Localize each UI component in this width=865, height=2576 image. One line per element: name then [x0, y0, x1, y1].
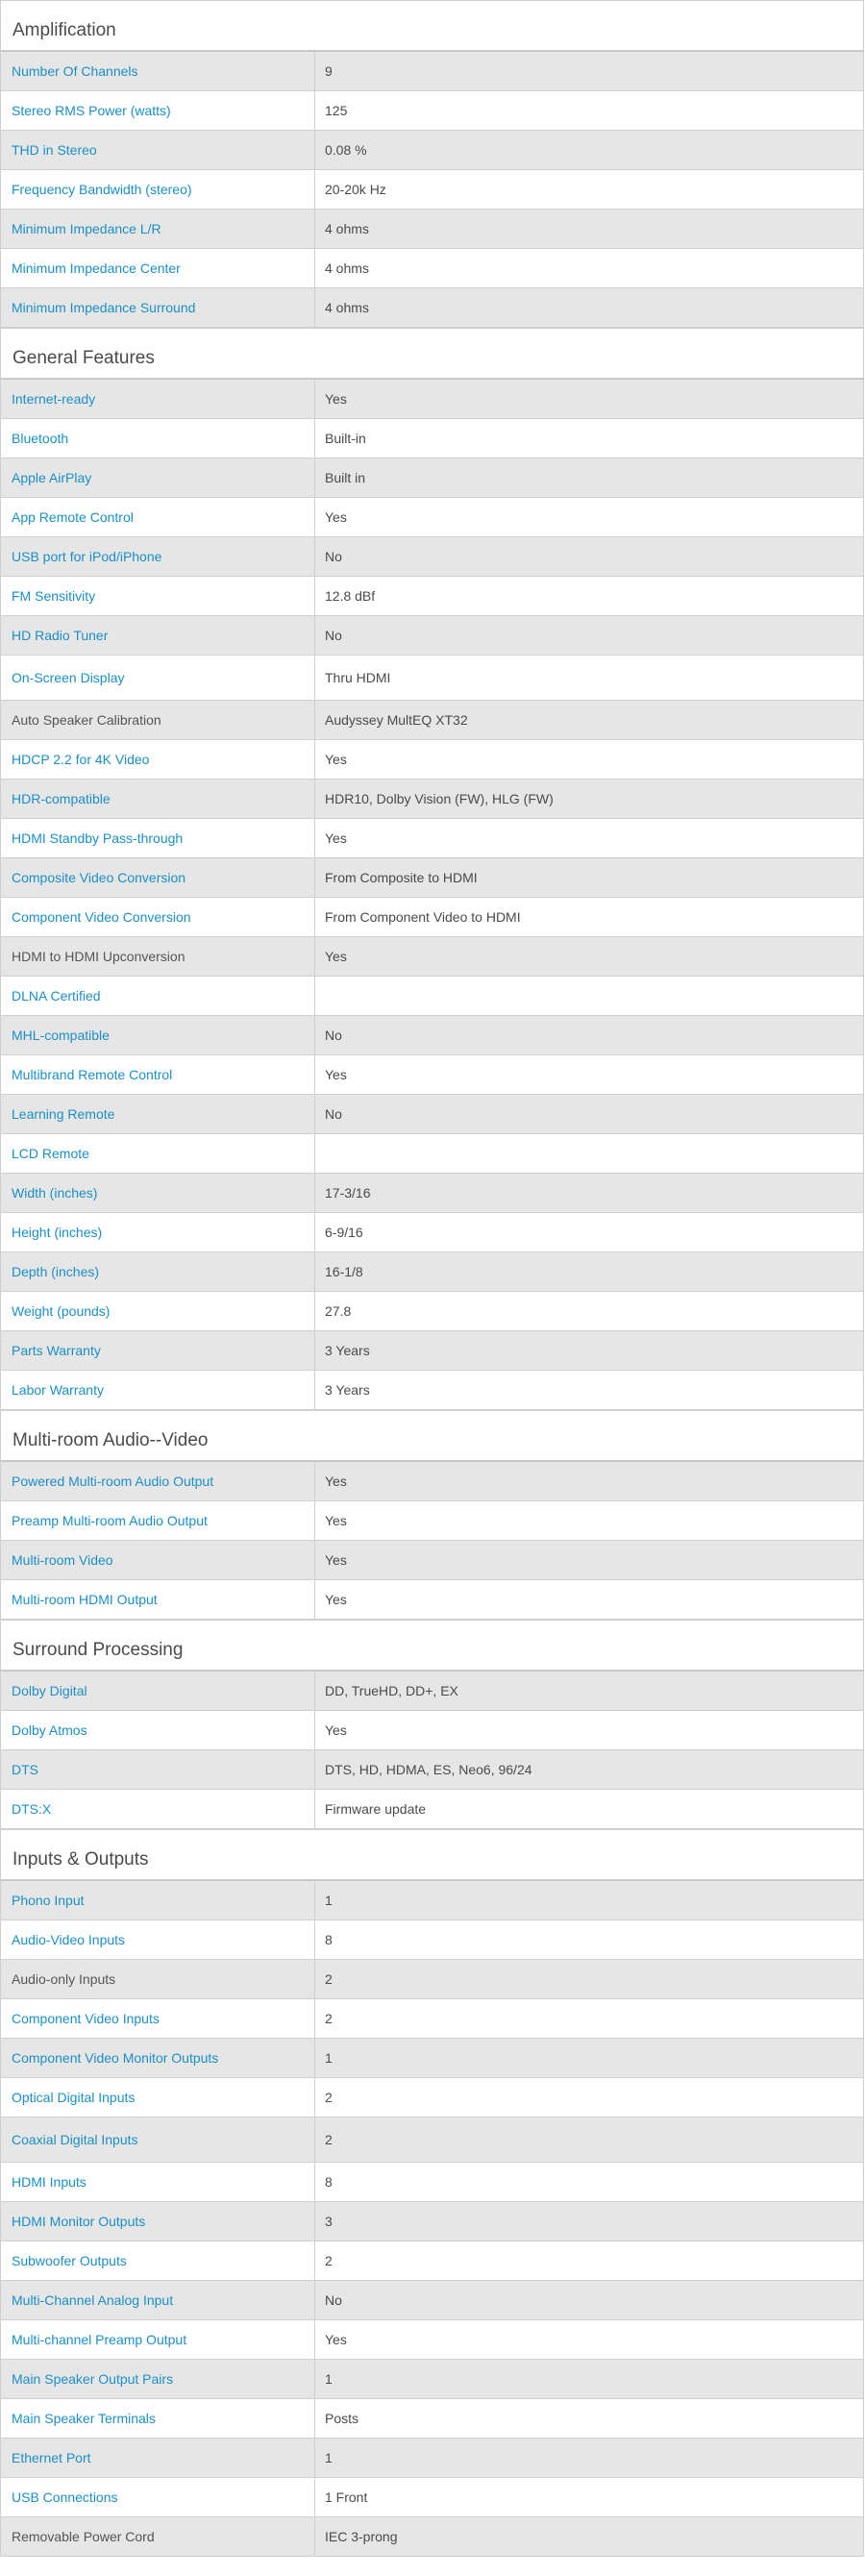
spec-value: 4 ohms: [325, 260, 369, 276]
spec-label[interactable]: Minimum Impedance Surround: [1, 288, 315, 327]
spec-value: Posts: [325, 2411, 359, 2426]
spec-label[interactable]: Composite Video Conversion: [1, 858, 315, 897]
spec-label[interactable]: LCD Remote: [1, 1134, 315, 1173]
spec-row: [0, 577, 864, 616]
spec-row: [0, 2281, 864, 2320]
section-title: Multi-room Audio--Video: [0, 1410, 864, 1462]
spec-row: [0, 131, 864, 170]
spec-label[interactable]: HDR-compatible: [1, 780, 315, 818]
spec-label: Audio-only Inputs: [1, 1960, 315, 1998]
spec-row: [0, 937, 864, 977]
spec-label[interactable]: HDMI Monitor Outputs: [1, 2202, 315, 2241]
spec-label[interactable]: MHL-compatible: [1, 1016, 315, 1054]
spec-label[interactable]: Stereo RMS Power (watts): [1, 91, 315, 130]
spec-row: [0, 1881, 864, 1920]
spec-label[interactable]: HDMI Standby Pass-through: [1, 819, 315, 857]
spec-label[interactable]: Subwoofer Outputs: [1, 2242, 315, 2280]
spec-value: No: [325, 2292, 342, 2308]
spec-label[interactable]: Ethernet Port: [1, 2439, 315, 2477]
spec-label[interactable]: Component Video Conversion: [1, 898, 315, 936]
spec-label[interactable]: Width (inches): [1, 1174, 315, 1212]
spec-value: Yes: [325, 391, 347, 407]
spec-row: [0, 1790, 864, 1829]
spec-row: [0, 616, 864, 656]
spec-value: 1: [325, 2450, 333, 2465]
spec-value: 20-20k Hz: [325, 182, 386, 197]
spec-row: [0, 1213, 864, 1252]
spec-row: [0, 1462, 864, 1501]
spec-label[interactable]: Dolby Atmos: [1, 1711, 315, 1749]
spec-value: DD, TrueHD, DD+, EX: [325, 1683, 458, 1698]
spec-row: [0, 2360, 864, 2399]
spec-row: [0, 740, 864, 780]
spec-row: [0, 2478, 864, 2517]
spec-row: [0, 1292, 864, 1331]
spec-row: [0, 1960, 864, 1999]
spec-value: 8: [325, 2174, 333, 2190]
spec-row: [0, 2320, 864, 2360]
spec-row: [0, 2039, 864, 2078]
section-title: Amplification: [0, 0, 864, 52]
spec-value: 9: [325, 63, 333, 79]
spec-label[interactable]: Weight (pounds): [1, 1292, 315, 1330]
spec-value: Yes: [325, 1513, 347, 1528]
spec-label[interactable]: Frequency Bandwidth (stereo): [1, 170, 315, 209]
spec-value: From Component Video to HDMI: [325, 909, 521, 925]
spec-row: [0, 1750, 864, 1790]
spec-value: Built in: [325, 470, 366, 485]
spec-label[interactable]: FM Sensitivity: [1, 577, 315, 615]
spec-value: 6-9/16: [325, 1225, 363, 1240]
spec-label: HDMI to HDMI Upconversion: [1, 937, 315, 976]
spec-row: [0, 380, 864, 419]
spec-value: 1: [325, 2050, 333, 2066]
spec-row: [0, 1541, 864, 1580]
spec-value: 17-3/16: [325, 1185, 371, 1201]
spec-label[interactable]: Coaxial Digital Inputs: [1, 2118, 315, 2162]
spec-label[interactable]: Parts Warranty: [1, 1331, 315, 1370]
spec-label[interactable]: Multibrand Remote Control: [1, 1055, 315, 1094]
spec-value: 16-1/8: [325, 1264, 363, 1279]
spec-label[interactable]: Learning Remote: [1, 1095, 315, 1133]
spec-label[interactable]: Apple AirPlay: [1, 458, 315, 497]
spec-value: IEC 3-prong: [325, 2529, 398, 2544]
spec-row: [0, 1134, 864, 1174]
spec-row: [0, 701, 864, 740]
spec-value: 2: [325, 2132, 333, 2147]
spec-row: [0, 819, 864, 858]
spec-label[interactable]: Component Video Inputs: [1, 1999, 315, 2038]
spec-row: [0, 1174, 864, 1213]
spec-value: Yes: [325, 1722, 347, 1738]
spec-label[interactable]: HDCP 2.2 for 4K Video: [1, 740, 315, 779]
spec-label[interactable]: THD in Stereo: [1, 131, 315, 169]
spec-value: Yes: [325, 1592, 347, 1607]
spec-row: [0, 780, 864, 819]
spec-label[interactable]: On-Screen Display: [1, 656, 315, 700]
spec-value: 1: [325, 2371, 333, 2387]
spec-label[interactable]: Multi-Channel Analog Input: [1, 2281, 315, 2319]
spec-row: [0, 898, 864, 937]
spec-row: [0, 2202, 864, 2242]
spec-row: [0, 2078, 864, 2118]
spec-label[interactable]: Minimum Impedance Center: [1, 249, 315, 287]
spec-label[interactable]: Powered Multi-room Audio Output: [1, 1462, 315, 1500]
spec-value: Yes: [325, 949, 347, 964]
spec-row: [0, 2242, 864, 2281]
spec-value: 4 ohms: [325, 221, 369, 236]
spec-row: [0, 91, 864, 131]
spec-label[interactable]: DTS: [1, 1750, 315, 1789]
spec-label: Auto Speaker Calibration: [1, 701, 315, 739]
spec-row: [0, 1920, 864, 1960]
spec-row: [0, 210, 864, 249]
section-title: General Features: [0, 328, 864, 380]
spec-row: [0, 1371, 864, 1410]
spec-value: HDR10, Dolby Vision (FW), HLG (FW): [325, 791, 554, 806]
spec-row: [0, 249, 864, 288]
spec-label[interactable]: Depth (inches): [1, 1252, 315, 1291]
spec-value: 27.8: [325, 1303, 352, 1319]
spec-row: [0, 858, 864, 898]
spec-row: [0, 1095, 864, 1134]
spec-label[interactable]: DLNA Certified: [1, 977, 315, 1015]
spec-value: Yes: [325, 2332, 347, 2347]
spec-row: [0, 2399, 864, 2439]
spec-label[interactable]: Multi-room Video: [1, 1541, 315, 1579]
spec-label[interactable]: Bluetooth: [1, 419, 315, 458]
spec-value: 0.08 %: [325, 142, 367, 158]
spec-label[interactable]: Optical Digital Inputs: [1, 2078, 315, 2117]
spec-row: [0, 977, 864, 1016]
spec-label[interactable]: Internet-ready: [1, 380, 315, 418]
spec-value: Audyssey MultEQ XT32: [325, 712, 468, 728]
spec-row: [0, 1711, 864, 1750]
spec-value: 4 ohms: [325, 300, 369, 315]
spec-row: [0, 1252, 864, 1292]
spec-value: 3 Years: [325, 1382, 370, 1398]
spec-label[interactable]: HD Radio Tuner: [1, 616, 315, 655]
spec-value: No: [325, 1028, 342, 1043]
spec-value: No: [325, 549, 342, 564]
spec-row: [0, 656, 864, 701]
spec-label[interactable]: Audio-Video Inputs: [1, 1920, 315, 1959]
spec-value: Built-in: [325, 431, 366, 446]
spec-row: [0, 2517, 864, 2557]
spec-label[interactable]: Component Video Monitor Outputs: [1, 2039, 315, 2077]
spec-value: [315, 977, 863, 1015]
spec-row: [0, 1016, 864, 1055]
spec-label[interactable]: Multi-channel Preamp Output: [1, 2320, 315, 2359]
spec-label: Removable Power Cord: [1, 2517, 315, 2556]
spec-label[interactable]: Dolby Digital: [1, 1672, 315, 1710]
spec-value: From Composite to HDMI: [325, 870, 478, 885]
spec-row: [0, 419, 864, 458]
spec-value: 2: [325, 2090, 333, 2105]
spec-row: [0, 170, 864, 210]
spec-value: 12.8 dBf: [325, 588, 376, 604]
section-title: Inputs & Outputs: [0, 1829, 864, 1881]
spec-value: 3: [325, 2214, 333, 2229]
spec-label[interactable]: Phono Input: [1, 1881, 315, 1920]
spec-row: [0, 2439, 864, 2478]
spec-label[interactable]: Minimum Impedance L/R: [1, 210, 315, 248]
spec-row: [0, 458, 864, 498]
spec-value: Thru HDMI: [325, 670, 391, 685]
spec-label[interactable]: Height (inches): [1, 1213, 315, 1251]
spec-value: 2: [325, 1971, 333, 1987]
spec-value: [315, 1134, 863, 1173]
spec-label[interactable]: Main Speaker Terminals: [1, 2399, 315, 2438]
spec-label[interactable]: DTS:X: [1, 1790, 315, 1828]
spec-value: 1 Front: [325, 2489, 368, 2505]
spec-value: 125: [325, 103, 348, 118]
spec-row: [0, 288, 864, 328]
spec-label[interactable]: USB port for iPod/iPhone: [1, 537, 315, 576]
spec-row: [0, 1672, 864, 1711]
spec-row: [0, 1580, 864, 1620]
spec-value: 2: [325, 2253, 333, 2268]
spec-value: Yes: [325, 1552, 347, 1568]
spec-label[interactable]: Number Of Channels: [1, 52, 315, 90]
spec-label[interactable]: Multi-room HDMI Output: [1, 1580, 315, 1619]
spec-row: [0, 1501, 864, 1541]
spec-value: DTS, HD, HDMA, ES, Neo6, 96/24: [325, 1762, 532, 1777]
spec-label[interactable]: Main Speaker Output Pairs: [1, 2360, 315, 2398]
spec-row: [0, 2163, 864, 2202]
spec-row: [0, 1999, 864, 2039]
spec-value: Yes: [325, 509, 347, 525]
spec-value: Yes: [325, 1067, 347, 1082]
spec-value: Yes: [325, 830, 347, 846]
spec-value: Firmware update: [325, 1801, 427, 1817]
spec-value: 2: [325, 2011, 333, 2026]
spec-value: No: [325, 628, 342, 643]
spec-row: [0, 1055, 864, 1095]
spec-row: [0, 1331, 864, 1371]
spec-row: [0, 537, 864, 577]
spec-value: 1: [325, 1893, 333, 1908]
spec-label[interactable]: App Remote Control: [1, 498, 315, 536]
spec-label[interactable]: Labor Warranty: [1, 1371, 315, 1409]
spec-row: [0, 498, 864, 537]
spec-row: [0, 52, 864, 91]
spec-label[interactable]: Preamp Multi-room Audio Output: [1, 1501, 315, 1540]
section-title: Surround Processing: [0, 1620, 864, 1672]
spec-value: Yes: [325, 752, 347, 767]
spec-label[interactable]: HDMI Inputs: [1, 2163, 315, 2201]
spec-value: No: [325, 1106, 342, 1122]
spec-value: Yes: [325, 1474, 347, 1489]
spec-value: 3 Years: [325, 1343, 370, 1358]
spec-value: 8: [325, 1932, 333, 1947]
spec-row: [0, 2118, 864, 2163]
spec-label[interactable]: USB Connections: [1, 2478, 315, 2516]
